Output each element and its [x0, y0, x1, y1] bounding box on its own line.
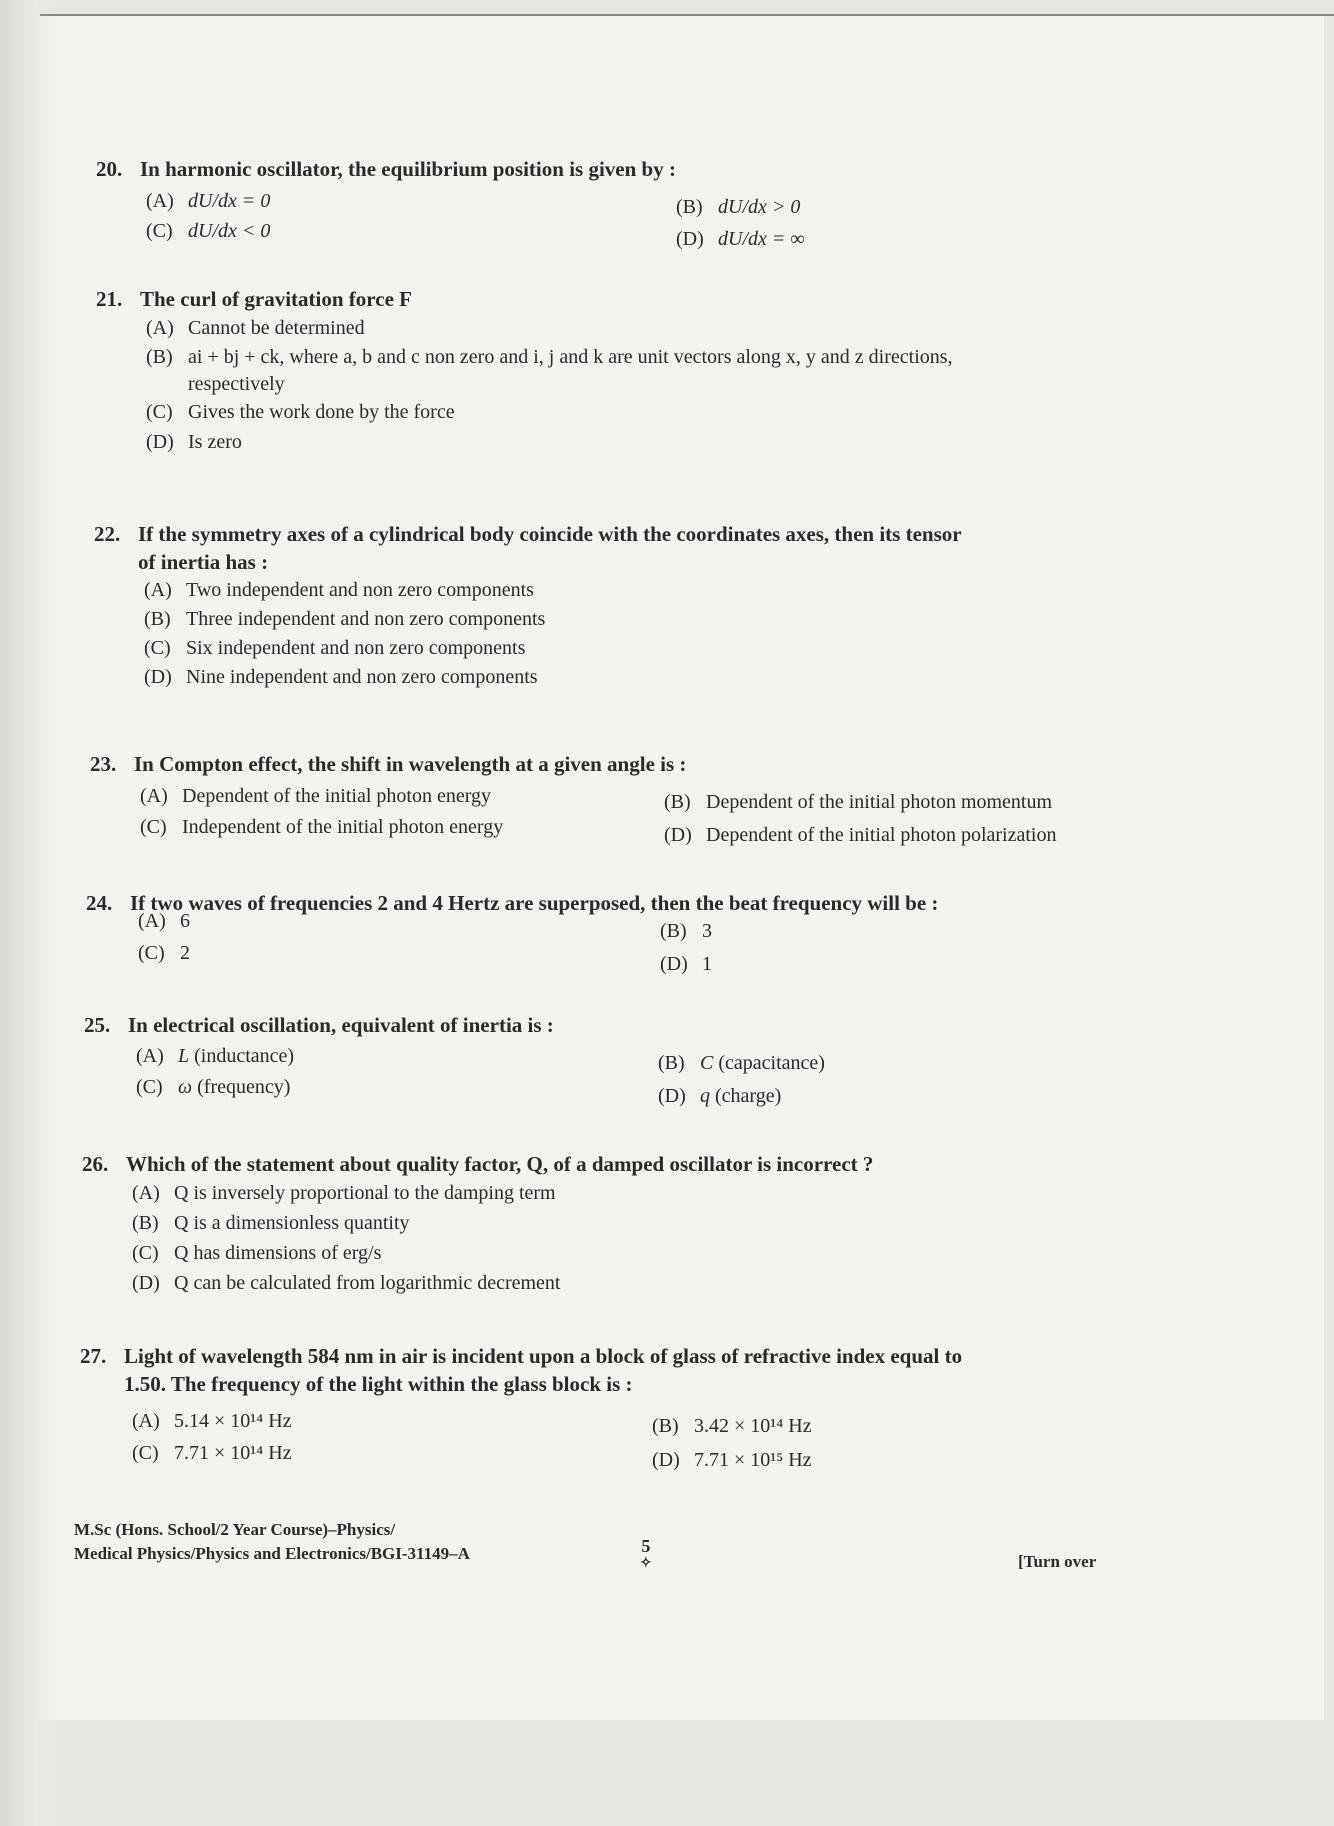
question-text: If two waves of frequencies 2 and 4 Hertz are superposed, then the beat frequency will be :: [130, 891, 939, 915]
page-fold-shadow: [0, 0, 58, 1826]
option-a: (A) Q is inversely proportional to the damping term: [132, 1182, 556, 1204]
question-23: [90, 750, 686, 778]
option-d: (D) Dependent of the initial photon polarization: [664, 824, 1057, 846]
question-text: The curl of gravitation force F: [140, 287, 412, 311]
option-c: (C) dU/dx < 0: [146, 220, 271, 242]
option-d: (D) dU/dx = ∞: [676, 228, 805, 250]
option-c: (C) Q has dimensions of erg/s: [132, 1242, 382, 1264]
option-b: (B) C (capacitance): [658, 1052, 825, 1074]
option-c: (C) 2: [138, 942, 190, 964]
option-a: (A) dU/dx = 0: [146, 190, 271, 212]
page-number: 5 ✧: [640, 1536, 652, 1571]
option-c: (C) Independent of the initial photon energy: [140, 816, 504, 838]
question-number: 20.: [96, 157, 123, 181]
question-number: 25.: [84, 1013, 111, 1037]
option-b-continuation: respectively: [188, 373, 285, 395]
question-number: 22.: [94, 522, 121, 546]
option-b: (B) Q is a dimensionless quantity: [132, 1212, 410, 1234]
option-c: (C) ω (frequency): [136, 1076, 291, 1098]
question-text: In electrical oscillation, equivalent of inertia is :: [128, 1013, 554, 1037]
option-c: (C) Six independent and non zero components: [144, 637, 526, 659]
question-text: Light of wavelength 584 nm in air is incident upon a block of glass of refractive index equal to: [124, 1344, 963, 1368]
question-24: [86, 889, 938, 917]
top-rule: [40, 14, 1334, 16]
option-a: (A) Dependent of the initial photon energy: [140, 785, 491, 807]
option-b: (B) Three independent and non zero components: [144, 608, 546, 630]
question-27: [80, 1342, 962, 1398]
question-21: [96, 285, 953, 457]
option-d: (D) q (charge): [658, 1085, 782, 1107]
question-25: [84, 1011, 554, 1039]
question-text-continuation: 1.50. The frequency of the light within the glass block is :: [124, 1372, 633, 1396]
question-number: 23.: [90, 752, 117, 776]
question-text: Which of the statement about quality factor, Q, of a damped oscillator is incorrect ?: [126, 1152, 874, 1176]
question-text: In harmonic oscillator, the equilibrium position is given by :: [140, 157, 676, 181]
question-22: [94, 520, 962, 692]
option-d: (D) Is zero: [146, 431, 242, 453]
question-text: In Compton effect, the shift in wavelength at a given angle is :: [134, 752, 687, 776]
option-b: (B) Dependent of the initial photon momentum: [664, 791, 1053, 813]
question-26: [82, 1150, 873, 1298]
turn-over-label: [Turn over: [1018, 1552, 1097, 1571]
option-a: (A) Two independent and non zero components: [144, 579, 534, 601]
question-number: 26.: [82, 1152, 109, 1176]
option-c: (C) 7.71 × 10¹⁴ Hz: [132, 1442, 292, 1464]
option-a: (A) 6: [138, 910, 190, 932]
option-a: (A) Cannot be determined: [146, 317, 365, 339]
option-a: (A) L (inductance): [136, 1045, 295, 1067]
question-number: 24.: [86, 891, 113, 915]
option-a: (A) 5.14 × 10¹⁴ Hz: [132, 1410, 292, 1432]
option-c: (C) Gives the work done by the force: [146, 401, 455, 423]
option-b: (B) 3: [660, 920, 712, 942]
option-d: (D) Nine independent and non zero components: [144, 666, 538, 688]
option-d: (D) 1: [660, 953, 712, 975]
question-number: 21.: [96, 287, 123, 311]
question-number: 27.: [80, 1344, 107, 1368]
question-text-continuation: of inertia has :: [138, 550, 269, 574]
option-b: (B) dU/dx > 0: [676, 196, 801, 218]
footer-course: M.Sc (Hons. School/2 Year Course)–Physics/ Medical Physics/Physics and Electronics/BGI-31149–A: [74, 1520, 470, 1563]
option-b: (B) 3.42 × 10¹⁴ Hz: [652, 1415, 812, 1437]
option-d: (D) Q can be calculated from logarithmic decrement: [132, 1272, 561, 1294]
page-mark-icon: ✧: [640, 1556, 652, 1571]
option-d: (D) 7.71 × 10¹⁵ Hz: [652, 1449, 812, 1471]
question-20: [96, 155, 676, 183]
question-text: If the symmetry axes of a cylindrical body coincide with the coordinates axes, then its tensor: [138, 522, 962, 546]
option-b: (B) ai + bj + ck, where a, b and c non zero and i, j and k are unit vectors along x, y and z directions,: [146, 346, 953, 368]
